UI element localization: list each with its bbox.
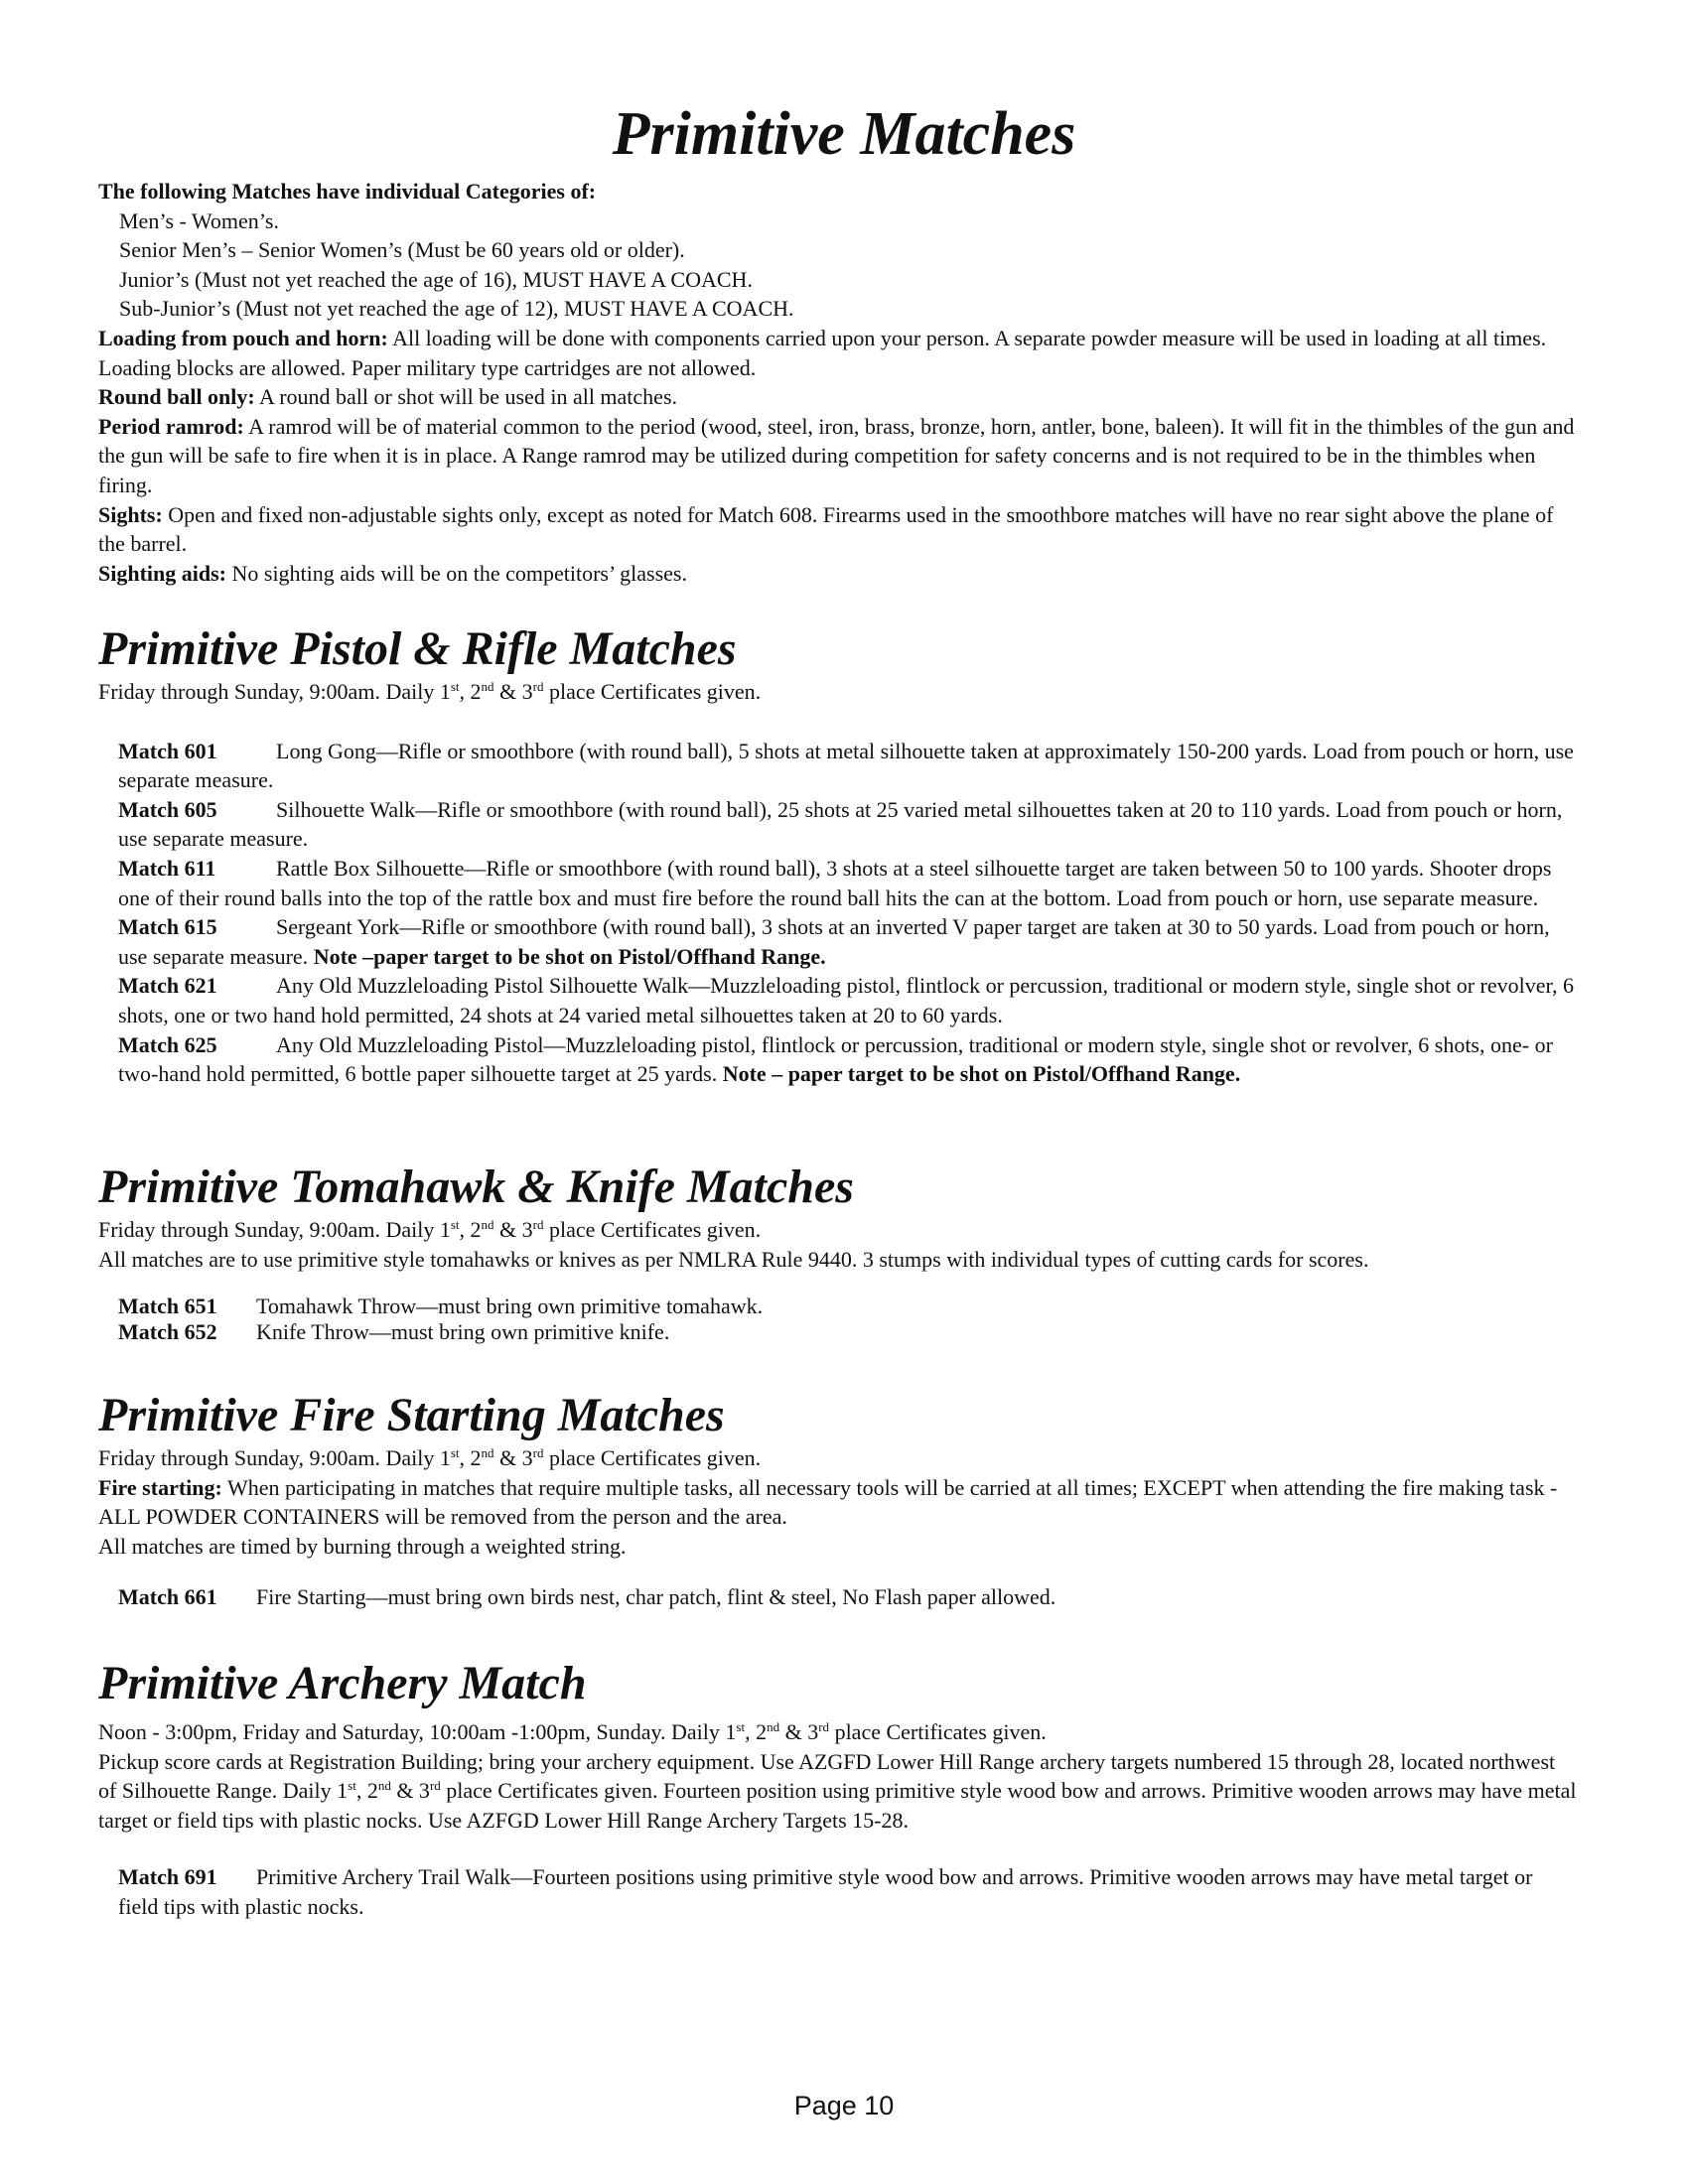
schedule: Friday through Sunday, 9:00am. Daily 1st, 2nd & 3rd place Certificates given. [98,679,762,704]
match-625: Match 625 Any Old Muzzleloading Pistol—Muzzleloading pistol, flintlock or percussion, traditional or modern style, single shot or revolver, 6 shots, one- or two-hand hold permitted, 6 bottle paper silhouette target at 25 yards. Note – paper target to be shot on Pistol/Offhand Range. [118,1031,1553,1087]
match-661: Match 661 Fire Starting—must bring own birds nest, char patch, flint & steel, No Flash paper allowed. [118,1584,1056,1610]
intro-heading: The following Matches have individual Categories of: [98,179,597,204]
category: Junior’s (Must not yet reached the age of 16), MUST HAVE A COACH. [119,266,753,292]
match-652: Match 652 Knife Throw—must bring own primitive knife. [118,1319,670,1345]
match-621: Match 621 Any Old Muzzleloading Pistol Silhouette Walk—Muzzleloading pistol, flintlock or percussion, traditional or modern style, single shot or revolver, 6 shots, one or two hand hold permitted, 24 shots at 24 varied metal silhouettes taken at 20 to 60 yards. [118,973,1574,1027]
rule-sights: Sights: Open and fixed non-adjustable sights only, except as noted for Match 608. Firearms used in the smoothbore matches will have no rear sight above the plane of the barrel. [98,501,1554,557]
schedule: Noon - 3:00pm, Friday and Saturday, 10:00am -1:00pm, Sunday. Daily 1st, 2nd & 3rd place Certificates given. [98,1719,1047,1744]
match-615: Match 615 Sergeant York—Rifle or smoothbore (with round ball), 3 shots at an inverted V paper target are taken at 30 to 50 yards. Load from pouch or horn, use separate measure. Note –paper target to be shot on Pistol/Offhand Range. [118,914,1550,969]
rule-loading: Loading from pouch and horn: All loading will be done with components carried upon your person. A separate powder measure will be used in loading at all times. Loading blocks are allowed. Paper military type cartridges are not allowed. [98,325,1547,380]
rule-ramrod: Period ramrod: A ramrod will be of material common to the period (wood, steel, iron, brass, bronze, horn, antler, bone, baleen). It will fit in the thimbles of the gun and the gun will be safe to fire when it is in place. A Range ramrod may be utilized during competition for safety concerns and is not required to be in the thimbles when firing. [98,413,1575,497]
section-heading: Primitive Tomahawk & Knife Matches [98,1160,854,1213]
section-heading: Primitive Archery Match [98,1657,587,1709]
fire-section [98,1388,1578,1612]
schedule: Friday through Sunday, 9:00am. Daily 1st, 2nd & 3rd place Certificates given. [98,1217,762,1242]
category: Sub-Junior’s (Must not yet reached the age of 12), MUST HAVE A COACH. [119,296,794,322]
match-651: Match 651 Tomahawk Throw—must bring own primitive tomahawk. [118,1294,764,1319]
category: Men’s - Women’s. [119,207,279,233]
tomahawk-rules: All matches are to use primitive style tomahawks or knives as per NMLRA Rule 9440. 3 stumps with individual types of cutting cards for scores. [98,1246,1369,1272]
match-611: Match 611 Rattle Box Silhouette—Rifle or smoothbore (with round ball), 3 shots at a steel silhouette target are taken between 50 to 100 yards. Shooter drops one of their round balls into the top of the rattle box and must fire before the round ball hits the can at the bottom. Load from pouch or horn, use separate measure. [118,855,1552,910]
match-691: Match 691 Primitive Archery Trail Walk—Fourteen positions using primitive style wood bow and arrows. Primitive wooden arrows may have metal target or field tips with plastic nocks. [118,1864,1533,1919]
pistol-rifle-section [98,621,1578,1089]
intro-section [98,177,1578,588]
category: Senior Men’s – Senior Women’s (Must be 60 years old or older). [119,237,685,263]
match-601: Match 601 Long Gong—Rifle or smoothbore (with round ball), 5 shots at metal silhouette taken at approximately 150-200 yards. Load from pouch or horn, use separate measure. [118,738,1574,793]
tomahawk-section [98,1160,1578,1345]
archery-section [98,1656,1578,1922]
page-title: Primitive Matches [612,100,1076,168]
fire-timed: All matches are timed by burning through a weighted string. [98,1533,627,1559]
section-heading: Primitive Pistol & Rifle Matches [98,622,737,675]
schedule: Friday through Sunday, 9:00am. Daily 1st, 2nd & 3rd place Certificates given. [98,1445,762,1470]
archery-info: Pickup score cards at Registration Building; bring your archery equipment. Use AZGFD Lower Hill Range archery targets numbered 15 through 28, located northwest of Silhouette Range. Daily 1st, 2nd & 3rd place Certificates given. Fourteen position using primitive style wood bow and arrows. Primitive wooden arrows may have metal target or field tips with plastic nocks. Use AZFGD Lower Hill Range Archery Targets 15-28. [98,1748,1577,1833]
fire-rule: Fire starting: When participating in matches that require multiple tasks, all necessary tools will be carried at all times; EXCEPT when attending the fire making task - ALL POWDER CONTAINERS will be removed from the person and the area. [98,1474,1558,1530]
rule-sighting-aids: Sighting aids: No sighting aids will be on the competitors’ glasses. [98,560,687,586]
section-heading: Primitive Fire Starting Matches [98,1389,725,1441]
page-number: Page 10 [793,2091,895,2120]
rule-round-ball: Round ball only: A round ball or shot will be used in all matches. [98,384,678,410]
match-605: Match 605 Silhouette Walk—Rifle or smoothbore (with round ball), 25 shots at 25 varied metal silhouettes taken at 20 to 110 yards. Load from pouch or horn, use separate measure. [118,796,1563,852]
